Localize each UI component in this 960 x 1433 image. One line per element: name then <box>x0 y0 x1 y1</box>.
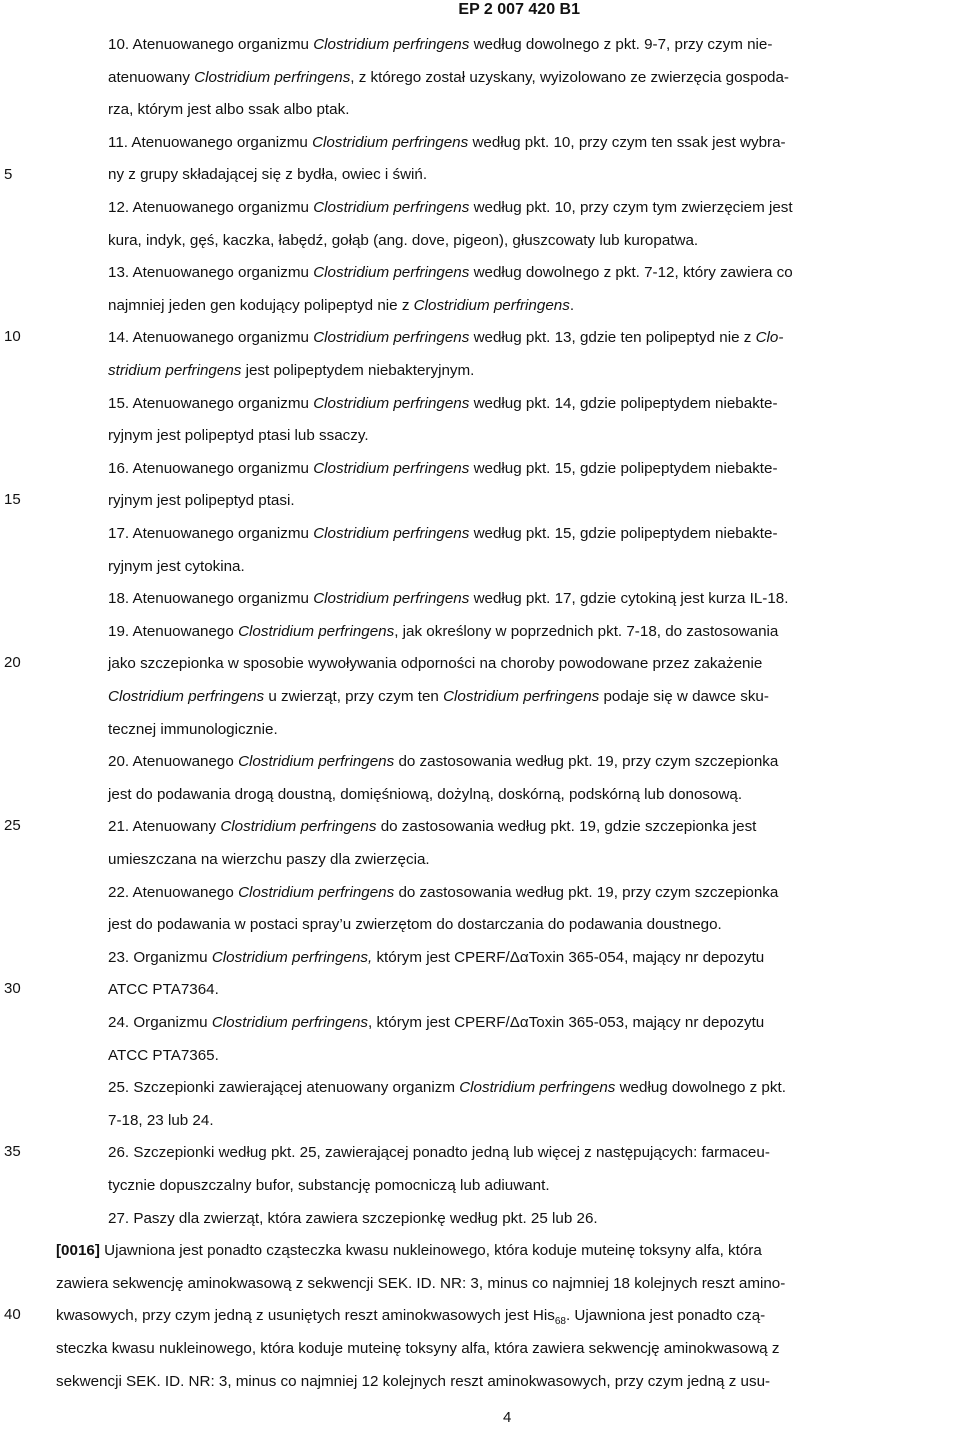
text-run: 26. Szczepionki według pkt. 25, zawierającej ponadto jedną lub więcej z następujących: farmaceu- <box>108 1144 770 1162</box>
text-line <box>108 720 278 740</box>
text-run: 68 <box>554 1316 566 1328</box>
text-line <box>108 100 349 120</box>
text-run: zawiera sekwencję aminokwasową z sekwencji SEK. ID. NR: 3, minus co najmniej 18 kolejnych reszt amino- <box>56 1274 786 1292</box>
text-line <box>108 1111 214 1131</box>
text-line <box>108 1176 550 1196</box>
species-name: Clostridium perfringens <box>238 753 395 771</box>
text-line <box>108 817 756 837</box>
text-line <box>108 165 427 185</box>
text-line <box>108 589 788 609</box>
text-run: 12. Atenuowanego organizmu <box>108 199 314 216</box>
text-line <box>108 557 245 577</box>
text-line <box>108 622 778 642</box>
text-run: jest do podawania drogą doustną, domięśniową, dożylną, doskórną, podskórną lub donosową. <box>108 785 743 803</box>
margin-line-number: 5 <box>4 166 13 183</box>
text-run: do zastosowania według pkt. 19, gdzie szczepionka jest <box>376 818 757 836</box>
text-line <box>108 35 772 55</box>
species-name: Clostridium perfringens <box>443 688 600 705</box>
text-run: 16. Atenuowanego organizmu <box>108 459 314 477</box>
text-line <box>108 198 793 218</box>
text-run: 21. Atenuowany <box>108 818 221 836</box>
text-line <box>108 263 793 283</box>
species-name: Clostridium perfringens <box>313 199 470 216</box>
text-run: według pkt. 10, przy czym tym zwierzęciem jest <box>469 199 793 216</box>
text-line <box>56 1372 770 1392</box>
text-run: kura, indyk, gęś, kaczka, łabędź, gołąb (ang. dove, pigeon), głuszcowaty lub kuropatwa. <box>108 231 699 249</box>
text-line <box>108 785 742 805</box>
text-run: sekwencji SEK. ID. NR: 3, minus co najmniej 12 kolejnych reszt aminokwasowych, przy czym jedną z usu- <box>56 1372 771 1390</box>
species-name: Clostridium perfringens <box>313 394 470 412</box>
text-line <box>108 980 219 1000</box>
text-run: według pkt. 13, gdzie ten polipeptyd nie z <box>469 329 756 347</box>
text-run: 19. Atenuowanego <box>108 622 239 640</box>
text-line <box>108 850 430 870</box>
species-name: Clostridium perfringens <box>313 36 470 53</box>
species-name: Clostridium perfringens <box>413 296 570 314</box>
text-run: 22. Atenuowanego <box>108 883 239 901</box>
species-name: Clostridium perfringens, <box>211 948 373 966</box>
species-name: Clostridium perfringens <box>211 1014 368 1031</box>
text-run: ryjnym jest polipeptyd ptasi. <box>108 492 295 510</box>
text-line <box>108 883 778 903</box>
text-run: kwasowych, przy czym jedną z usuniętych reszt aminokwasowych jest His <box>56 1307 555 1325</box>
text-run: Ujawniona jest ponadto cząsteczka kwasu nukleinowego, która koduje muteinę toksyny alfa, która <box>99 1242 762 1260</box>
species-name: Clostridium perfringens <box>238 622 395 640</box>
text-line <box>108 491 295 511</box>
species-name: Clostridium perfringens <box>312 133 469 151</box>
species-name: Clostridium perfringens <box>313 264 470 282</box>
text-run: do zastosowania według pkt. 19, przy czym szczepionka <box>394 883 779 901</box>
text-run: 25. Szczepionki zawierającej atenuowany organizm <box>108 1079 460 1097</box>
text-line <box>56 1274 785 1294</box>
text-run: według pkt. 17, gdzie cytokiną jest kurza IL-18. <box>469 590 789 608</box>
text-run: 15. Atenuowanego organizmu <box>108 394 314 412</box>
text-line <box>108 361 474 381</box>
text-run: według pkt. 10, przy czym ten ssak jest wybra- <box>468 133 786 151</box>
text-line <box>108 328 783 348</box>
text-run: , jak określony w poprzednich pkt. 7-18, do zastosowania <box>394 622 779 640</box>
margin-line-number: 15 <box>4 491 21 508</box>
species-name: Clostridium perfringens <box>313 329 470 347</box>
text-run: umieszczana na wierzchu paszy dla zwierzęcia. <box>108 851 430 868</box>
text-line <box>108 752 778 772</box>
text-run: jako szczepionka w sposobie wywoływania odporności na choroby powodowane przez zakażenie <box>108 655 763 673</box>
text-run: steczka kwasu nukleinowego, która koduje muteinę toksyny alfa, która zawiera sekwencję aminokwasową z <box>56 1340 780 1357</box>
text-run: 18. Atenuowanego organizmu <box>108 590 314 608</box>
species-name: Clostridium perfringens <box>459 1079 616 1097</box>
text-line <box>108 524 778 544</box>
text-line <box>56 1241 762 1261</box>
text-line <box>108 654 762 674</box>
text-run: tycznie dopuszczalny bufor, substancję pomocniczą lub adiuwant. <box>108 1177 550 1194</box>
text-run: rza, którym jest albo ssak albo ptak. <box>108 101 350 119</box>
text-run: 27. Paszy dla zwierząt, która zawiera szczepionkę według pkt. 25 lub 26. <box>108 1209 598 1227</box>
text-line <box>108 68 789 88</box>
text-line <box>108 1046 219 1066</box>
text-run: według dowolnego z pkt. 9-7, przy czym nie- <box>469 36 773 53</box>
text-run: do zastosowania według pkt. 19, przy czym szczepionka <box>394 753 779 771</box>
paragraph-number: [0016] <box>56 1242 100 1260</box>
margin-line-number: 20 <box>4 654 21 671</box>
text-run: 10. Atenuowanego organizmu <box>108 36 314 53</box>
text-line <box>108 687 769 707</box>
text-run: ryjnym jest cytokina. <box>108 557 245 575</box>
text-run: według pkt. 14, gdzie polipeptydem niebakte- <box>469 394 778 412</box>
publication-number: EP 2 007 420 B1 <box>458 1 580 18</box>
text-run: atenuowany <box>108 68 195 86</box>
text-run: . <box>569 296 575 314</box>
text-run: 7-18, 23 lub 24. <box>108 1111 214 1129</box>
text-run: , z którego został uzyskany, wyizolowano ze zwierzęcia gospoda- <box>350 68 789 86</box>
text-run: według dowolnego z pkt. 7-12, który zawiera co <box>469 264 793 282</box>
species-name: Clostridium perfringens <box>313 525 470 542</box>
text-line <box>108 1209 598 1229</box>
text-run: najmniej jeden gen kodujący polipeptyd nie z <box>108 296 414 314</box>
margin-line-number: 25 <box>4 817 21 834</box>
text-run: , którym jest CPERF/ΔαToxin 365-053, mający nr depozytu <box>368 1014 765 1031</box>
text-line <box>108 948 764 968</box>
text-run: 24. Organizmu <box>108 1014 212 1031</box>
text-run: podaje się w dawce sku- <box>599 688 769 705</box>
species-name: Clostridium perfringens <box>194 68 351 86</box>
text-run: 17. Atenuowanego organizmu <box>108 525 314 542</box>
text-run: jest do podawania w postaci spray’u zwierzętom do dostarczania do podawania doustnego. <box>108 916 722 934</box>
species-name: Clostridium perfringens <box>313 459 470 477</box>
text-run: . Ujawniona jest ponadto czą- <box>565 1307 766 1325</box>
text-run: ATCC PTA7365. <box>108 1046 219 1064</box>
text-line <box>108 231 698 251</box>
text-run: według pkt. 15, gdzie polipeptydem niebakte- <box>469 525 778 542</box>
text-line <box>108 394 778 414</box>
text-line <box>108 426 369 446</box>
text-run: u zwierząt, przy czym ten <box>264 688 444 705</box>
text-run: według pkt. 15, gdzie polipeptydem niebakte- <box>469 459 778 477</box>
text-line <box>56 1306 765 1326</box>
text-line <box>108 133 786 153</box>
text-run: jest polipeptydem niebakteryjnym. <box>241 362 475 379</box>
page-number: 4 <box>503 1409 512 1426</box>
text-line <box>108 296 574 316</box>
text-line <box>108 459 778 479</box>
margin-line-number: 35 <box>4 1143 21 1160</box>
text-line <box>108 1078 786 1098</box>
text-line <box>108 1013 764 1033</box>
species-name: stridium perfringens <box>108 362 242 379</box>
text-line <box>108 1143 770 1163</box>
margin-line-number: 10 <box>4 328 21 345</box>
species-name: Clostridium perfringens <box>108 688 265 705</box>
species-name: Clostridium perfringens <box>220 818 377 836</box>
text-run: 14. Atenuowanego organizmu <box>108 329 314 347</box>
text-run: 13. Atenuowanego organizmu <box>108 264 314 282</box>
text-run: 23. Organizmu <box>108 948 212 966</box>
margin-line-number: 40 <box>4 1306 21 1323</box>
text-run: tecznej immunologicznie. <box>108 720 278 738</box>
text-run: 20. Atenuowanego <box>108 753 239 771</box>
text-run: którym jest CPERF/ΔαToxin 365-054, mający nr depozytu <box>372 948 765 966</box>
text-run: ATCC PTA7364. <box>108 981 219 999</box>
species-name: Clostridium perfringens <box>238 883 395 901</box>
text-run: ryjnym jest polipeptyd ptasi lub ssaczy. <box>108 427 369 445</box>
text-line <box>108 915 722 935</box>
species-name: Clo- <box>755 329 784 347</box>
species-name: Clostridium perfringens <box>313 590 470 608</box>
text-run: 11. Atenuowanego organizmu <box>108 133 313 151</box>
text-run: ny z grupy składającej się z bydła, owiec i świń. <box>108 166 428 184</box>
text-run: według dowolnego z pkt. <box>615 1079 786 1097</box>
text-line <box>56 1339 779 1359</box>
margin-line-number: 30 <box>4 980 21 997</box>
